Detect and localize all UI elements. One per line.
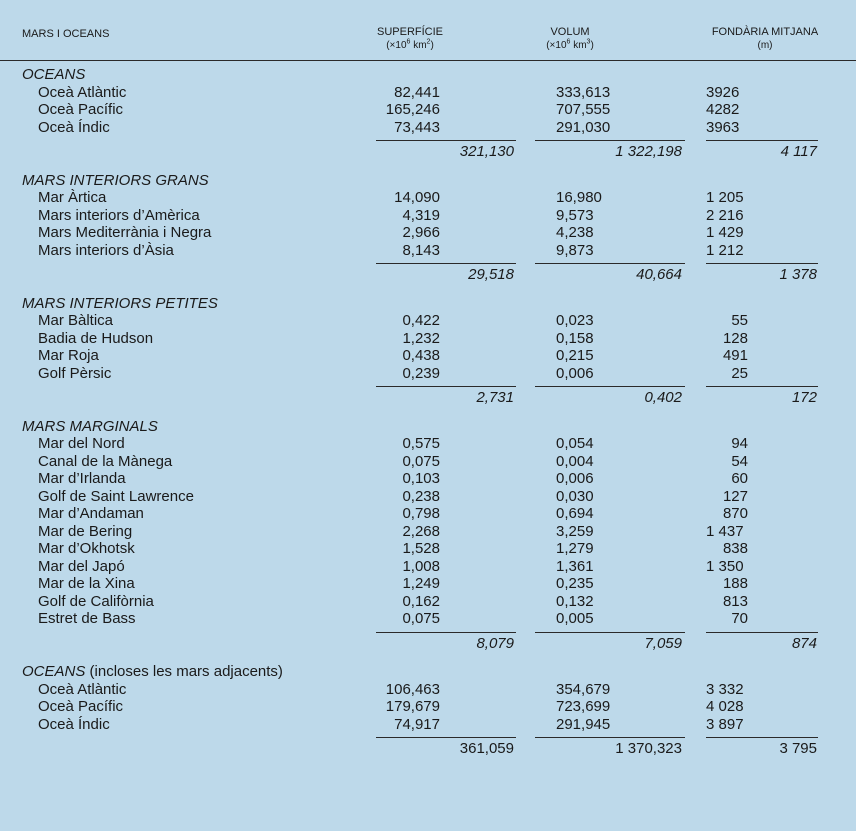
row-area: 0,162 — [402, 592, 440, 610]
row-volume: 0,005 — [556, 610, 594, 627]
row-name: Oceà Índic — [38, 118, 110, 136]
total-rule — [706, 140, 818, 141]
total-rule — [535, 632, 685, 633]
row-depth: 55 — [731, 312, 748, 329]
row-depth: 3926 — [706, 83, 740, 101]
row-area: 1,232 — [402, 329, 440, 347]
header-col-area — [360, 26, 460, 52]
row-name: Mar d’Andaman — [38, 505, 144, 522]
row-area: 0,575 — [402, 435, 440, 452]
total-rule — [706, 737, 818, 738]
row-area: 8,143 — [402, 241, 440, 259]
table-header — [0, 0, 856, 61]
row-depth: 1 350 — [706, 557, 744, 575]
table-row — [0, 207, 856, 224]
total-rule — [706, 386, 818, 387]
row-depth: 188 — [722, 575, 748, 592]
section-title — [22, 66, 85, 83]
table-row — [0, 101, 856, 118]
row-name: Mars interiors d’Àsia — [38, 241, 174, 259]
row-name: Mar de Bering — [38, 522, 133, 540]
header-col-depth-label: FONDÀRIA MITJANA — [711, 26, 819, 38]
row-volume: 0,004 — [556, 452, 594, 470]
header-col-depth-unit: (m) — [757, 40, 773, 51]
row-depth: 491 — [722, 347, 748, 364]
row-depth: 128 — [722, 329, 748, 347]
total-volume: 0,402 — [644, 389, 682, 406]
row-name: Mar del Nord — [38, 435, 125, 452]
row-area: 165,246 — [385, 101, 440, 118]
row-area: 14,090 — [394, 189, 440, 206]
row-name: Mar Roja — [38, 347, 99, 364]
table-row — [0, 224, 856, 241]
total-volume: 1 322,198 — [615, 143, 682, 160]
row-area: 0,438 — [402, 347, 440, 364]
total-rule — [376, 263, 516, 264]
table-row — [0, 681, 856, 698]
row-area: 0,239 — [402, 364, 440, 382]
row-volume: 0,158 — [556, 329, 594, 347]
row-volume: 0,054 — [556, 435, 594, 452]
section-title-text: OCEANS — [22, 663, 86, 680]
row-area: 0,238 — [402, 487, 440, 505]
row-depth: 870 — [722, 505, 748, 522]
row-area: 74,917 — [394, 715, 440, 733]
total-rule — [376, 140, 516, 141]
row-area: 1,008 — [402, 557, 440, 575]
row-area: 0,103 — [402, 470, 440, 487]
table-row — [0, 575, 856, 592]
row-volume: 0,215 — [556, 347, 594, 364]
table-row — [0, 365, 856, 382]
header-col-volume — [520, 26, 620, 52]
row-volume: 0,030 — [556, 487, 594, 505]
table-row — [0, 593, 856, 610]
row-depth: 25 — [731, 364, 748, 382]
row-area: 0,798 — [402, 505, 440, 522]
table-row — [0, 558, 856, 575]
table-row — [0, 189, 856, 206]
total-volume: 1 370,323 — [615, 740, 682, 757]
total-rule — [535, 263, 685, 264]
row-area: 179,679 — [385, 698, 440, 715]
row-name: Golf de Califòrnia — [38, 592, 154, 610]
table-row — [0, 84, 856, 101]
row-name: Mars Mediterrània i Negra — [38, 224, 212, 241]
row-name: Mar Àrtica — [38, 189, 107, 206]
total-depth: 4 117 — [780, 143, 817, 160]
header-col-area-label: SUPERFÍCIE — [376, 26, 443, 38]
table-row — [0, 330, 856, 347]
row-volume: 9,873 — [556, 241, 594, 259]
table-row — [0, 119, 856, 136]
table-row — [0, 523, 856, 540]
section-title — [22, 663, 283, 680]
total-rule — [535, 386, 685, 387]
row-depth: 127 — [722, 487, 748, 505]
row-depth: 3 897 — [706, 715, 744, 733]
table-row — [0, 698, 856, 715]
total-area: 29,518 — [468, 266, 514, 283]
section-title-text: MARS MARGINALS — [22, 417, 158, 435]
row-name: Oceà Pacífic — [38, 101, 124, 118]
row-depth: 4 028 — [706, 698, 744, 715]
table-row — [0, 505, 856, 522]
row-name: Mar del Japó — [38, 557, 125, 575]
table-row — [0, 435, 856, 452]
row-depth: 94 — [731, 435, 748, 452]
row-depth: 838 — [722, 540, 748, 557]
total-depth: 172 — [791, 389, 817, 406]
row-area: 0,075 — [402, 452, 440, 470]
row-volume: 4,238 — [556, 224, 594, 241]
row-volume: 16,980 — [556, 189, 602, 206]
section-title-note: (incloses les mars adjacents) — [85, 663, 283, 680]
row-volume: 1,279 — [556, 540, 594, 557]
table-row — [0, 312, 856, 329]
total-rule — [535, 140, 685, 141]
total-volume: 40,664 — [636, 266, 682, 283]
row-volume: 0,235 — [556, 575, 594, 592]
row-name: Golf de Saint Lawrence — [38, 487, 194, 505]
table-row — [0, 453, 856, 470]
header-col-volume-unit: ($\times 10^6$ $km^3$) — [546, 38, 594, 51]
total-depth: 1 378 — [779, 266, 817, 283]
row-name: Golf Pèrsic — [38, 364, 112, 382]
row-area: 2,268 — [402, 522, 440, 540]
row-area: 2,966 — [402, 224, 440, 241]
row-name: Oceà Atlàntic — [38, 680, 127, 698]
total-area: 321,130 — [459, 143, 514, 160]
row-depth: 3 332 — [706, 680, 744, 698]
row-name: Canal de la Mànega — [38, 452, 173, 470]
row-volume: 0,006 — [556, 470, 594, 487]
table-row — [0, 610, 856, 627]
header-col-depth — [690, 26, 840, 52]
row-depth: 4282 — [706, 101, 740, 118]
header-col-volume-label: VOLUM — [550, 26, 590, 38]
row-name: Estret de Bass — [38, 610, 136, 627]
section-title — [22, 295, 218, 312]
row-depth: 813 — [722, 592, 748, 610]
row-name: Oceà Índic — [38, 715, 110, 733]
row-area: 0,422 — [402, 312, 440, 329]
row-depth: 54 — [731, 452, 748, 470]
row-volume: 723,699 — [556, 698, 611, 715]
row-volume: 354,679 — [556, 680, 611, 698]
total-rule — [376, 632, 516, 633]
table-row — [0, 470, 856, 487]
row-volume: 291,030 — [556, 118, 611, 136]
total-rule — [376, 386, 516, 387]
row-depth: 1 212 — [706, 241, 744, 259]
table-row — [0, 488, 856, 505]
row-area: 1,249 — [402, 575, 440, 592]
row-area: 73,443 — [394, 118, 440, 136]
row-volume: 291,945 — [556, 715, 611, 733]
row-area: 1,528 — [402, 540, 440, 557]
row-name: Mar Bàltica — [38, 312, 114, 329]
row-depth: 1 437 — [706, 522, 744, 540]
header-col-area-unit: ($\times 10^6$ $km^2$) — [386, 38, 434, 51]
row-name: Mars interiors d’Amèrica — [38, 206, 200, 224]
total-area: 361,059 — [459, 740, 514, 757]
row-depth: 3963 — [706, 118, 740, 136]
total-depth: 874 — [791, 634, 817, 652]
section-title — [22, 418, 158, 435]
total-rule — [706, 263, 818, 264]
total-rule — [706, 632, 818, 633]
row-volume: 333,613 — [556, 83, 611, 101]
row-name: Oceà Pacífic — [38, 698, 124, 715]
row-volume: 707,555 — [556, 101, 611, 118]
total-depth: 3 795 — [779, 740, 817, 757]
table-row — [0, 242, 856, 259]
row-area: 0,075 — [402, 610, 440, 627]
table-row — [0, 347, 856, 364]
total-area: 2,731 — [476, 389, 514, 406]
row-volume: 1,361 — [556, 557, 594, 575]
row-name: Mar d’Irlanda — [38, 470, 126, 487]
total-volume: 7,059 — [644, 634, 682, 652]
row-volume: 3,259 — [556, 522, 594, 540]
row-area: 106,463 — [385, 680, 440, 698]
row-depth: 1 205 — [706, 189, 744, 206]
row-volume: 0,023 — [556, 312, 594, 329]
row-volume: 0,006 — [556, 364, 594, 382]
row-depth: 70 — [731, 610, 748, 627]
table-row — [0, 716, 856, 733]
row-name: Badia de Hudson — [38, 329, 154, 347]
row-depth: 60 — [731, 470, 748, 487]
total-area: 8,079 — [476, 634, 514, 652]
row-depth: 2 216 — [706, 206, 744, 224]
row-volume: 9,573 — [556, 206, 594, 224]
row-volume: 0,694 — [556, 505, 594, 522]
row-name: Mar d’Okhotsk — [38, 540, 135, 557]
section-title-text: MARS INTERIORS GRANS — [22, 171, 209, 189]
row-volume: 0,132 — [556, 592, 594, 610]
header-col-name: MARS I OCEANS — [22, 28, 110, 40]
row-area: 82,441 — [394, 83, 440, 101]
table-row — [0, 540, 856, 557]
row-name: Mar de la Xina — [38, 575, 135, 592]
section-title — [22, 172, 209, 189]
total-rule — [376, 737, 516, 738]
section-title-text: MARS INTERIORS PETITES — [22, 294, 218, 312]
section-title-text: OCEANS — [22, 66, 86, 83]
row-area: 4,319 — [402, 206, 440, 224]
row-name: Oceà Atlàntic — [38, 83, 127, 101]
row-depth: 1 429 — [706, 224, 744, 241]
total-rule — [535, 737, 685, 738]
